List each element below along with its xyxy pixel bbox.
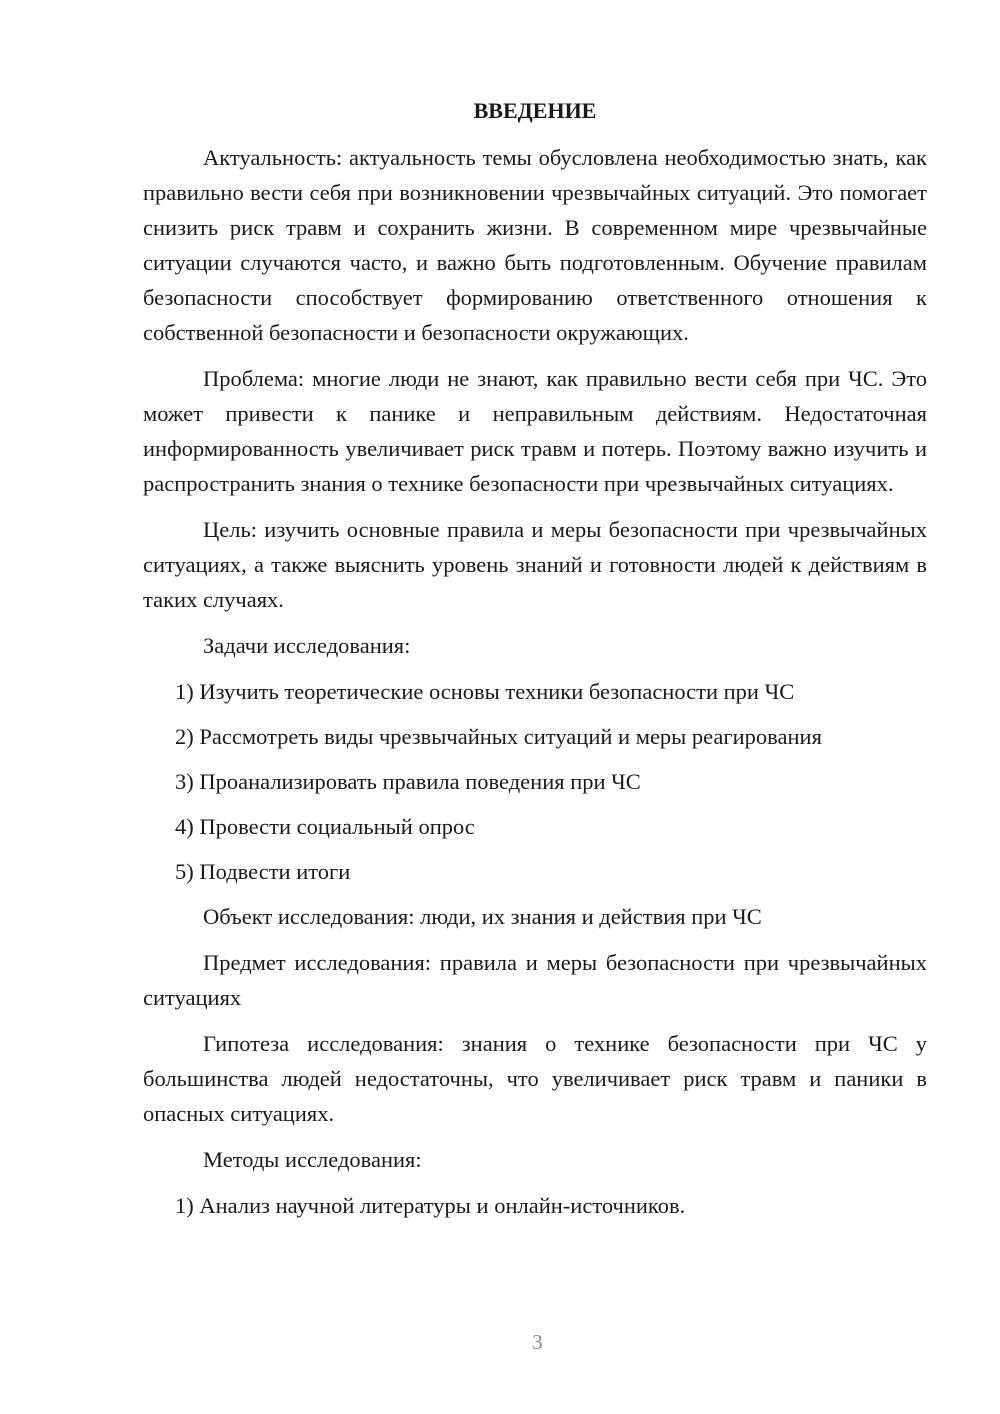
hypothesis-paragraph: Гипотеза исследования: знания о технике безопасности при ЧС у большинства людей недостаточны, что увеличивает риск травм и паники в опасных ситуациях. [143, 1031, 927, 1126]
tasks-list [143, 674, 927, 889]
task-item: 5) Подвести итоги [175, 859, 351, 884]
section-title: ВВЕДЕНИЕ [473, 98, 597, 123]
tasks-heading: Задачи исследования: [203, 633, 411, 658]
object-paragraph: Объект исследования: люди, их знания и действия при ЧС [203, 904, 762, 929]
task-item: 2) Рассмотреть виды чрезвычайных ситуаций и меры реагирования [175, 724, 822, 749]
subject-paragraph: Предмет исследования: правила и меры безопасности при чрезвычайных ситуациях [143, 950, 927, 1010]
methods-list [143, 1188, 927, 1223]
page-content [143, 93, 927, 1233]
method-item: 1) Анализ научной литературы и онлайн-источников. [175, 1193, 686, 1218]
task-item: 1) Изучить теоретические основы техники безопасности при ЧС [175, 679, 795, 704]
task-item: 4) Провести социальный опрос [175, 814, 475, 839]
task-item: 3) Проанализировать правила поведения при ЧС [175, 769, 641, 794]
methods-heading: Методы исследования: [203, 1147, 422, 1172]
problem-paragraph: Проблема: многие люди не знают, как правильно вести себя при ЧС. Это может привести к панике и неправильным действиям. Недостаточная информированность увеличивает риск травм и потерь. Поэтому важно изучить и распространить знания о технике безопасности при чрезвычайных ситуациях. [143, 366, 927, 496]
page-number: 3 [532, 1330, 543, 1354]
goal-paragraph: Цель: изучить основные правила и меры безопасности при чрезвычайных ситуациях, а также выяснить уровень знаний и готовности людей к действиям в таких случаях. [143, 517, 927, 612]
relevance-paragraph: Актуальность: актуальность темы обусловлена необходимостью знать, как правильно вести себя при возникновении чрезвычайных ситуаций. Это помогает снизить риск травм и сохранить жизни. В современном мире чрезвычайные ситуации случаются часто, и важно быть подготовленным. Обучение правилам безопасности способствует формированию ответственного отношения к собственной безопасности и безопасности окружающих. [143, 145, 927, 345]
